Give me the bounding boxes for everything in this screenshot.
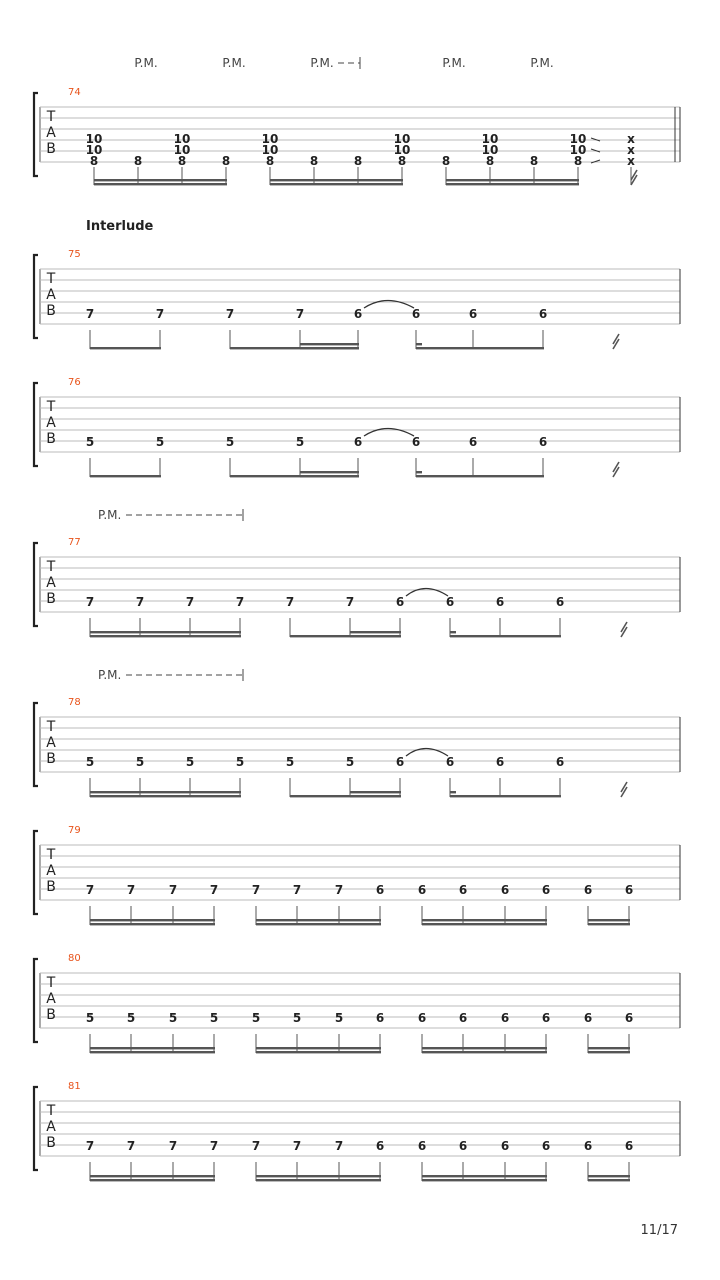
note-beam [450,795,561,797]
fret-number: 7 [155,307,165,321]
tab-clef-letter: T [46,559,56,575]
measure-number: 79 [68,825,81,836]
fret-number: 8 [221,154,231,168]
fret-number: 8 [133,154,143,168]
note-beam [422,1179,547,1181]
system-bracket [34,1087,38,1170]
fret-number: 6 [624,1139,634,1153]
fret-number: 6 [538,307,548,321]
tab-clef-letter: A [46,415,56,431]
tab-clef-letter: B [46,303,56,319]
fret-number: 5 [285,755,295,769]
fret-number: 10 [261,143,279,157]
note-beam [350,795,401,797]
note-beam [90,919,215,921]
note-beam [588,1051,630,1053]
note-beam [450,635,561,637]
note-beam [588,923,630,925]
fret-number: 10 [85,132,103,146]
note-flag [621,622,627,637]
fret-number: 5 [225,435,235,449]
tab-clef-letter: T [46,399,56,415]
fret-number: 5 [85,755,95,769]
fret-number: 8 [485,154,495,168]
note-beam-stub [450,791,456,793]
fret-number: 7 [135,595,145,609]
tab-clef-letter: B [46,431,56,447]
dead-note-x: x [627,132,635,146]
fret-number: 6 [583,883,593,897]
note-beam-stub [416,471,422,473]
note-beam [256,1047,381,1049]
note-beam [416,347,544,349]
system-bracket [34,383,38,466]
fret-number: 8 [265,154,275,168]
note-beam [588,919,630,921]
note-beam [90,1179,215,1181]
note-beam-stub [450,631,456,633]
fret-number: 6 [353,435,363,449]
fret-number: 7 [235,595,245,609]
palm-mute-label: P.M. [98,668,122,682]
page-number: 11/17 [640,1223,678,1238]
tab-system-74 [34,56,680,185]
tab-clef-letter: A [46,991,56,1007]
fret-number: 6 [445,595,455,609]
note-beam [90,631,241,633]
note-beam [256,1179,381,1181]
fret-number: 7 [85,1139,95,1153]
fret-number: 7 [126,1139,136,1153]
measure-number: 78 [68,697,81,708]
fret-number: 10 [173,143,191,157]
note-beam [588,1175,630,1177]
fret-number: 7 [251,883,261,897]
tab-clef-letter: T [46,271,56,287]
fret-number: 5 [345,755,355,769]
note-beam [256,1175,381,1177]
fret-number: 6 [411,435,421,449]
note-beam [422,923,547,925]
tab-clef-letter: T [46,975,56,991]
measure-number: 76 [68,377,81,388]
fret-number: 7 [85,595,95,609]
fret-number: 7 [168,1139,178,1153]
tab-clef-letter: T [46,847,56,863]
tab-system-81 [34,1081,680,1181]
fret-number: 6 [445,755,455,769]
note-beam [90,791,241,793]
fret-number: 6 [411,307,421,321]
fret-number: 6 [417,1011,427,1025]
fret-number: 5 [85,435,95,449]
palm-mute-label: P.M. [530,56,554,70]
note-beam [256,1051,381,1053]
system-bracket [34,543,38,626]
fret-number: 8 [353,154,363,168]
fret-number: 6 [417,883,427,897]
note-beam [300,475,359,477]
note-beam [94,183,227,185]
note-beam [588,1047,630,1049]
fret-number: 7 [225,307,235,321]
fret-number: 6 [555,595,565,609]
palm-mute-label: P.M. [222,56,246,70]
fret-number: 10 [569,132,587,146]
fret-number: 10 [173,132,191,146]
measure-number: 75 [68,249,81,260]
note-beam [588,1179,630,1181]
fret-number: 10 [261,132,279,146]
measure-number: 77 [68,537,81,548]
fret-number: 6 [458,1139,468,1153]
fret-number: 7 [209,1139,219,1153]
fret-number: 6 [468,307,478,321]
fret-number: 8 [309,154,319,168]
tab-system-78 [34,668,680,797]
tab-clef-letter: B [46,1135,56,1151]
tab-clef-letter: B [46,591,56,607]
fret-number: 7 [334,883,344,897]
fret-number: 5 [251,1011,261,1025]
tab-system-79 [34,825,680,925]
note-beam [422,1047,547,1049]
fret-number: 8 [573,154,583,168]
note-beam [90,795,241,797]
palm-mute-label: P.M. [310,56,334,70]
fret-number: 6 [375,883,385,897]
note-beam [270,179,403,181]
fret-number: 6 [468,435,478,449]
system-bracket [34,831,38,914]
fret-number: 7 [85,883,95,897]
palm-mute-label: P.M. [134,56,158,70]
fret-number: 10 [481,143,499,157]
note-beam [90,1051,215,1053]
fret-number: 6 [541,883,551,897]
fret-number: 6 [417,1139,427,1153]
fret-number: 6 [500,1139,510,1153]
fret-number: 7 [168,883,178,897]
note-beam [350,635,401,637]
note-beam [256,923,381,925]
note-beam [90,475,161,477]
note-beam [422,1175,547,1177]
tab-clef-letter: B [46,879,56,895]
system-bracket [34,255,38,338]
fret-number: 6 [375,1011,385,1025]
note-beam [446,179,579,181]
fret-number: 7 [126,883,136,897]
palm-mute-label: P.M. [98,508,122,522]
tab-clef-letter: B [46,751,56,767]
tab-clef-letter: A [46,863,56,879]
fret-number: 6 [624,1011,634,1025]
fret-number: 6 [541,1139,551,1153]
fret-number: 10 [481,132,499,146]
tab-clef-letter: A [46,735,56,751]
note-beam [300,471,359,473]
palm-mute-label: P.M. [442,56,466,70]
measure-number: 74 [68,87,81,98]
system-bracket [34,959,38,1042]
note-beam [90,1175,215,1177]
fret-number: 7 [345,595,355,609]
dead-note-x: x [627,154,635,168]
fret-number: 6 [583,1011,593,1025]
fret-number: 8 [177,154,187,168]
note-beam [90,635,241,637]
fret-number: 7 [334,1139,344,1153]
fret-number: 5 [235,755,245,769]
fret-number: 10 [569,143,587,157]
tab-clef-letter: B [46,141,56,157]
fret-number: 6 [538,435,548,449]
tab-clef-letter: A [46,1119,56,1135]
note-beam-stub [416,343,422,345]
fret-number: 10 [85,143,103,157]
fret-number: 8 [529,154,539,168]
fret-number: 6 [495,595,505,609]
note-beam [270,183,403,185]
fret-number: 7 [209,883,219,897]
note-beam [300,343,359,345]
fret-number: 6 [458,1011,468,1025]
tab-clef-letter: B [46,1007,56,1023]
measure-number: 81 [68,1081,81,1092]
fret-number: 6 [375,1139,385,1153]
note-beam [94,179,227,181]
tab-system-77 [34,508,680,637]
tab-clef-letter: T [46,109,56,125]
fret-number: 7 [185,595,195,609]
system-bracket [34,93,38,176]
fret-number: 10 [393,132,411,146]
fret-number: 5 [168,1011,178,1025]
tab-clef-letter: A [46,125,56,141]
note-beam [350,631,401,633]
fret-number: 6 [583,1139,593,1153]
fret-number: 5 [295,435,305,449]
note-beam [256,919,381,921]
fret-number: 8 [397,154,407,168]
fret-number: 6 [555,755,565,769]
fret-number: 6 [624,883,634,897]
note-beam [90,1047,215,1049]
fret-number: 7 [285,595,295,609]
fret-number: 5 [185,755,195,769]
dead-note-x: x [627,143,635,157]
fret-number: 7 [292,883,302,897]
note-beam [422,919,547,921]
fret-number: 8 [441,154,451,168]
fret-number: 6 [353,307,363,321]
note-flag [613,334,619,349]
note-beam [422,1051,547,1053]
measure-number: 80 [68,953,81,964]
note-flag [631,170,637,185]
fret-number: 5 [155,435,165,449]
fret-number: 5 [126,1011,136,1025]
fret-number: 6 [541,1011,551,1025]
fret-number: 8 [89,154,99,168]
fret-number: 5 [85,1011,95,1025]
note-beam [300,347,359,349]
note-beam [350,791,401,793]
fret-number: 5 [135,755,145,769]
tab-clef-letter: T [46,719,56,735]
tab-clef-letter: T [46,1103,56,1119]
note-beam [446,183,579,185]
fret-number: 7 [292,1139,302,1153]
fret-number: 6 [495,755,505,769]
fret-number: 6 [458,883,468,897]
tab-clef-letter: A [46,287,56,303]
fret-number: 7 [251,1139,261,1153]
tab-clef-letter: A [46,575,56,591]
fret-number: 6 [500,1011,510,1025]
note-beam [90,347,161,349]
fret-number: 6 [395,755,405,769]
note-beam [90,923,215,925]
fret-number: 5 [209,1011,219,1025]
note-beam [416,475,544,477]
note-flag [621,782,627,797]
fret-number: 10 [393,143,411,157]
system-bracket [34,703,38,786]
tab-system-75 [34,249,680,349]
tab-system-80 [34,953,680,1053]
fret-number: 7 [295,307,305,321]
fret-number: 5 [334,1011,344,1025]
fret-number: 6 [500,883,510,897]
tab-system-76 [34,377,680,477]
fret-number: 7 [85,307,95,321]
section-label: Interlude [86,219,154,234]
fret-number: 6 [395,595,405,609]
fret-number: 5 [292,1011,302,1025]
note-flag [613,462,619,477]
